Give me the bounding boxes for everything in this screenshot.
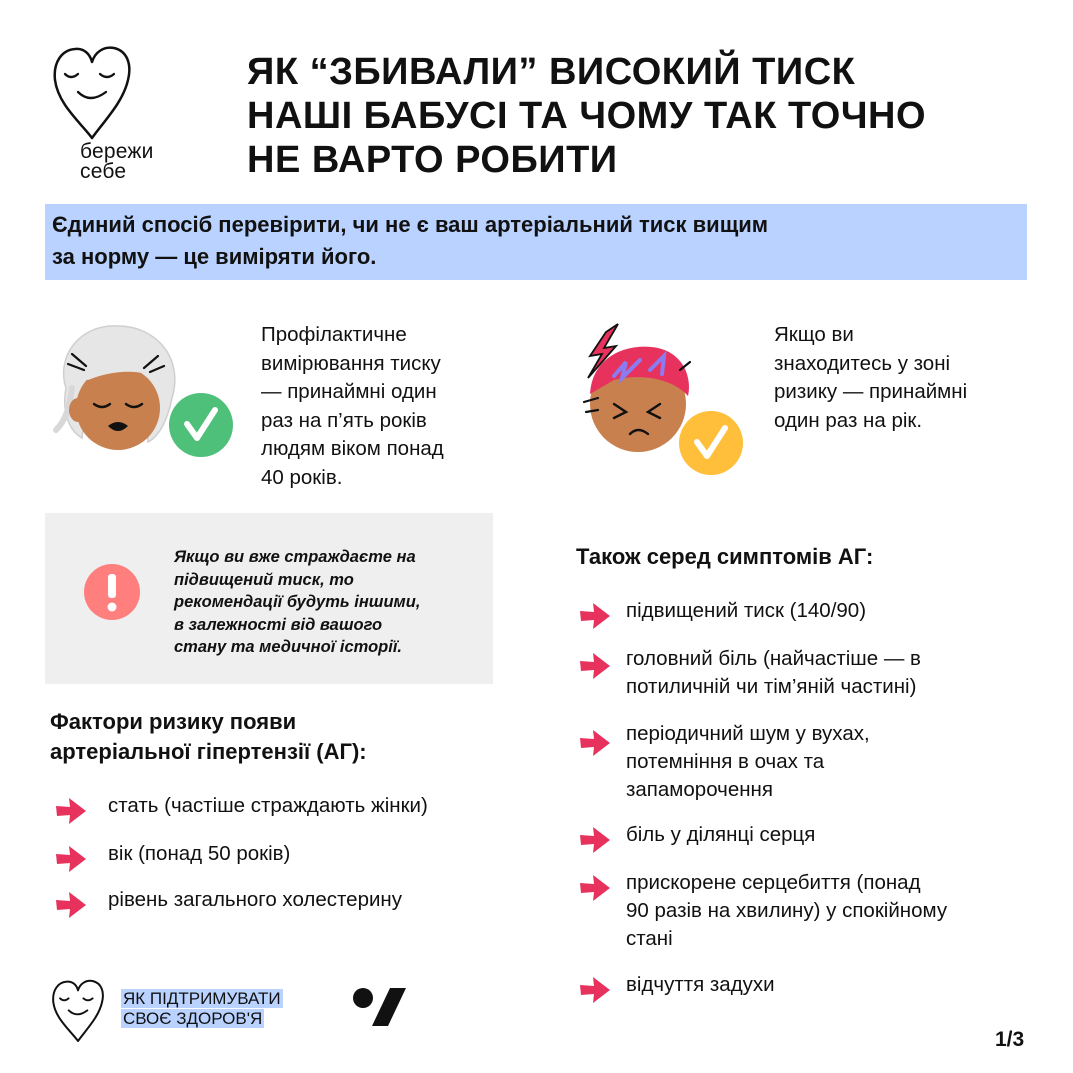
symptom-line: 90 разів на хвилину) у спокійному [626, 899, 948, 922]
footer-heart-icon [50, 977, 106, 1045]
tip-1-line: Профілактичне [261, 323, 407, 346]
title-line-2: НАШІ БАБУСІ ТА ЧОМУ ТАК ТОЧНО [247, 95, 927, 137]
arrow-right-icon [578, 728, 612, 758]
symptom-line: біль у ділянці серця [626, 823, 816, 846]
symptom-line: потиличній чи тім’яній частині) [626, 675, 917, 698]
page-title [247, 50, 1047, 182]
warning-line: в залежності від вашого [174, 615, 383, 634]
tip-1-line: вимірювання тиску [261, 351, 441, 375]
symptom-line: підвищений тиск (140/90) [626, 599, 867, 622]
tip-2-text [774, 321, 967, 435]
risk-factors-title [50, 707, 367, 767]
warning-text [174, 546, 420, 659]
arrow-right-icon [578, 975, 612, 1005]
symptoms-title [576, 542, 873, 572]
arrow-right-icon [578, 825, 612, 855]
highlight-line-2: за норму — це виміряти його. [52, 244, 377, 269]
arrow-right-icon [54, 844, 88, 874]
tip-2-line: Якщо ви [774, 323, 854, 346]
footer-label-line-2: СВОЄ ЗДОРОВ'Я [123, 1009, 263, 1028]
warning-line: стану та медичної історії. [174, 638, 403, 656]
footer-label-line-1: ЯК ПІДТРИМУВАТИ [123, 989, 281, 1008]
arrow-right-icon [54, 890, 88, 920]
publisher-logo-icon [352, 986, 408, 1028]
risk-item-label: стать (частіше страждають жінки) [108, 794, 428, 817]
warning-line: рекомендації будуть іншими, [174, 593, 421, 611]
risk-item-label: вік (понад 50 років) [108, 842, 291, 865]
title-line-1: ЯК “ЗБИВАЛИ” ВИСОКИЙ ТИСК [247, 51, 856, 93]
tip-1-line: раз на п’ять років [261, 408, 427, 432]
symptom-line: періодичний шум у вухах, [626, 722, 870, 745]
symptoms-title-text: Також серед симптомів АГ: [576, 544, 874, 569]
logo-line-1: бережи [80, 140, 154, 163]
brand-logo-text [80, 142, 154, 182]
risk-title-line-2: артеріальної гіпертензії (АГ): [50, 739, 367, 764]
green-check-icon [166, 390, 236, 460]
highlight-line-1: Єдиний спосіб перевірити, чи не є ваш артеріальний тиск вищим [52, 212, 769, 237]
arrow-right-icon [578, 873, 612, 903]
arrow-right-icon [54, 796, 88, 826]
footer-series-label [121, 989, 283, 1029]
symptom-line: головний біль (найчастіше — в [626, 647, 921, 670]
tip-1-line: — принаймні один [261, 380, 437, 403]
tip-2-line: один раз на рік. [774, 408, 923, 432]
warning-line: підвищений тиск, то [174, 570, 354, 589]
tip-2-line: знаходитесь у зоні [774, 351, 951, 375]
smiling-heart-icon [50, 44, 134, 142]
arrow-right-icon [578, 651, 612, 681]
page-number: 1/3 [995, 1028, 1025, 1051]
tip-1-text [261, 321, 444, 492]
title-line-3: НЕ ВАРТО РОБИТИ [247, 139, 618, 181]
highlight-text [52, 209, 1012, 273]
risk-item-label: рівень загального холестерину [108, 888, 402, 911]
exclamation-icon [82, 562, 142, 622]
symptom-line: відчуття задухи [626, 973, 775, 996]
arrow-right-icon [578, 601, 612, 631]
symptom-line: прискорене серцебиття (понад [626, 871, 921, 894]
tip-2-line: ризику — принаймні [774, 380, 968, 403]
tip-1-line: 40 років. [261, 465, 343, 489]
symptom-line: запаморочення [626, 778, 773, 801]
symptom-line: потемніння в очах та [626, 750, 825, 773]
logo-line-2: себе [80, 160, 127, 183]
warning-line: Якщо ви вже страждаєте на [174, 548, 416, 566]
risk-title-line-1: Фактори ризику появи [50, 709, 297, 734]
symptom-line: стані [626, 927, 673, 950]
yellow-check-icon [676, 408, 746, 478]
tip-1-line: людям віком понад [261, 437, 444, 460]
